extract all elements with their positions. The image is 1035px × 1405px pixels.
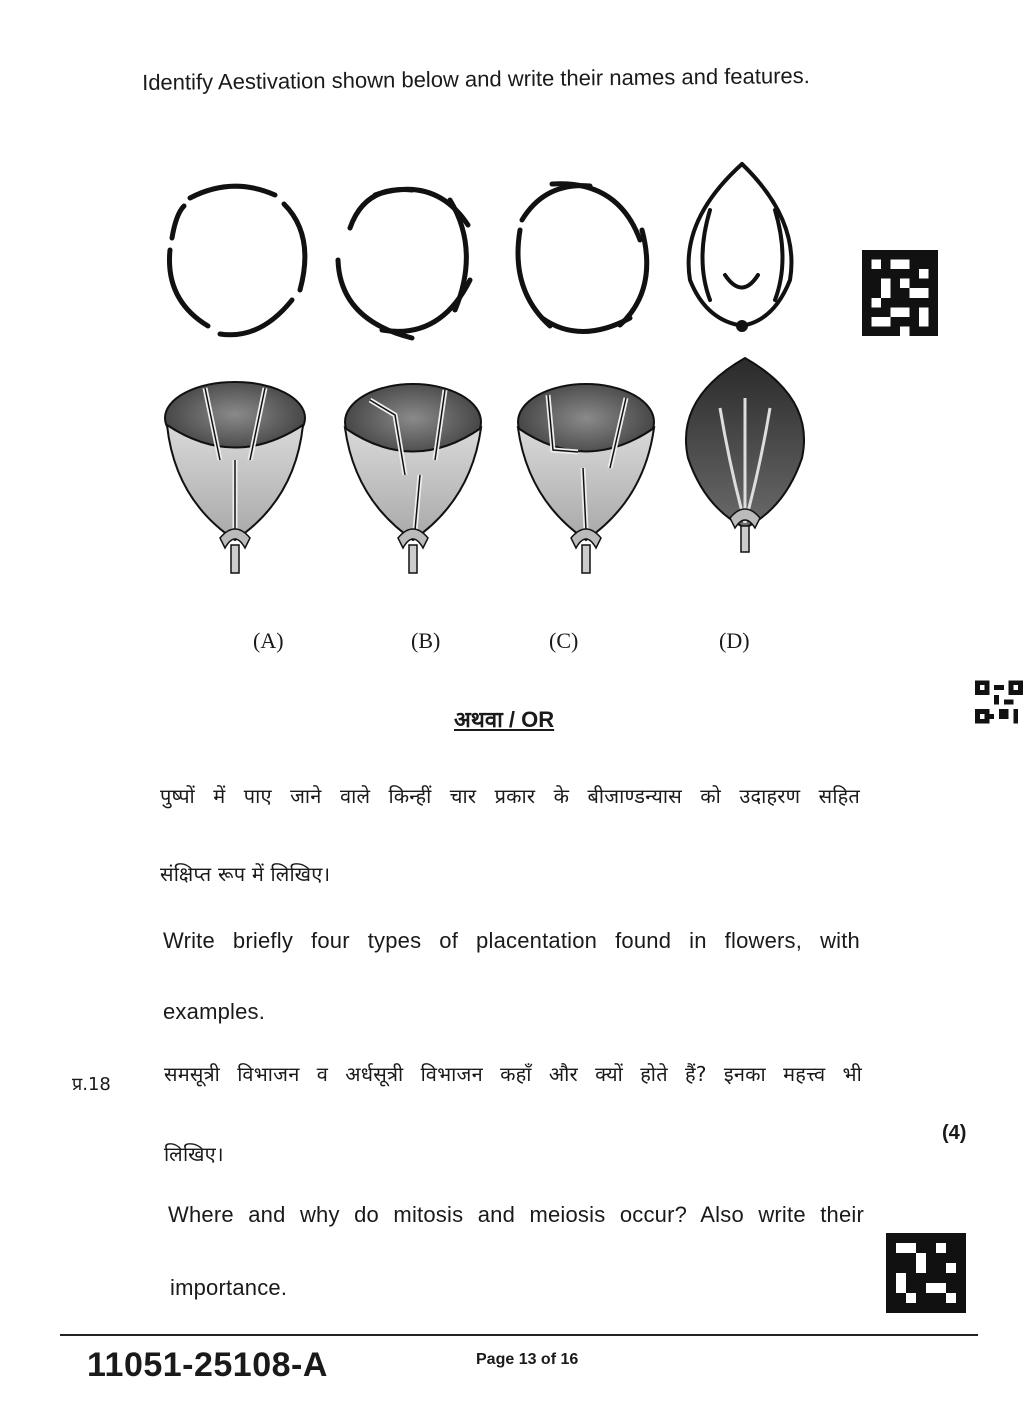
- diagram-d-vexillary: [689, 164, 792, 330]
- alt-question-english-line1: Write briefly four types of placentation found in flowers, with: [163, 928, 860, 953]
- q18-english-line2: importance.: [170, 1275, 288, 1300]
- alt-question-english-line2: examples.: [163, 999, 266, 1024]
- figure-label-c: (C): [549, 628, 579, 653]
- bud-c: [518, 384, 654, 573]
- question-number-18: प्र.18: [72, 1074, 111, 1095]
- q18-marks: (4): [942, 1122, 967, 1144]
- paper-code: 11051-25108-A: [87, 1346, 328, 1384]
- aestivation-figure: [150, 150, 830, 590]
- q18-hindi-line2: लिखिए।: [164, 1142, 224, 1166]
- diagram-c-imbricate: [518, 184, 647, 332]
- bud-d: [686, 358, 804, 552]
- question-intro: Identify Aestivation shown below and write their names and features.: [142, 63, 810, 95]
- or-separator: अथवा / OR: [454, 707, 555, 732]
- diagram-b-twisted: [338, 189, 470, 338]
- bud-a: [165, 382, 305, 573]
- qr-code-margin: [975, 680, 1023, 724]
- alt-question-hindi-line1: पुष्पों में पाए जाने वाले किन्हीं चार प्रकार के बीजाण्डन्यास को उदाहरण सहित: [160, 784, 860, 808]
- matrix-code-bottom: [886, 1232, 966, 1314]
- footer-rule: [60, 1334, 978, 1336]
- page-number: Page 13 of 16: [476, 1351, 579, 1368]
- matrix-code-top: [860, 250, 940, 336]
- q18-hindi-line1: समसूत्री विभाजन व अर्धसूत्री विभाजन कहाँ और क्यों होते हैं? इनका महत्त्व भी: [164, 1062, 862, 1086]
- q18-english-line1: Where and why do mitosis and meiosis occur? Also write their: [168, 1202, 864, 1227]
- diagram-a-valvate: [169, 186, 304, 335]
- figure-label-d: (D): [719, 628, 750, 653]
- figure-label-b: (B): [411, 628, 441, 653]
- figure-label-a: (A): [253, 628, 284, 653]
- alt-question-hindi-line2: संक्षिप्त रूप में लिखिए।: [160, 862, 331, 886]
- bud-b: [345, 384, 481, 573]
